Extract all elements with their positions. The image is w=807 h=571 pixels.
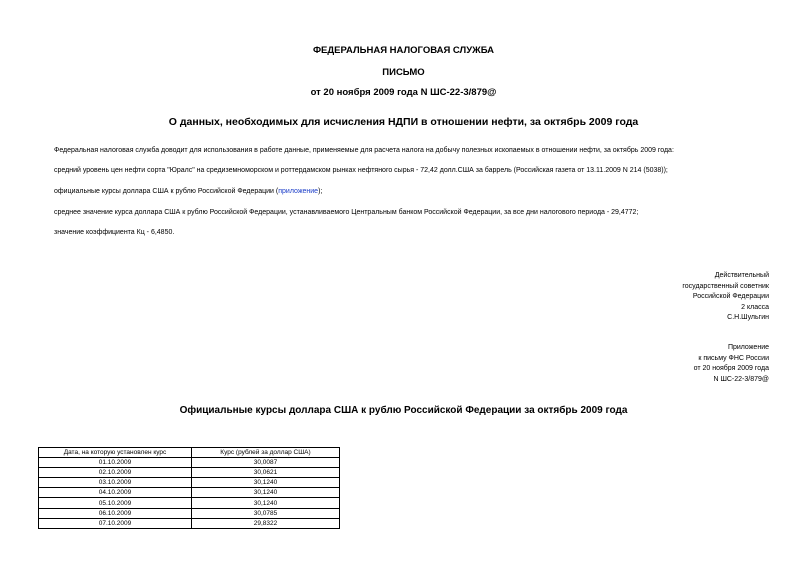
document-subject: О данных, необходимых для исчисления НДПИ в отношении нефти, за октябрь 2009 года [168, 116, 639, 128]
paragraph-text: ); [318, 188, 323, 195]
date-cell: 02.10.2009 [39, 468, 192, 478]
signature-block [682, 271, 769, 324]
signature-line: Российской Федерации [692, 293, 769, 301]
rate-cell: 30,0621 [192, 468, 340, 478]
table-row [39, 508, 340, 518]
document-type: ПИСЬМО [382, 67, 425, 78]
signature-line: 2 класса [741, 303, 769, 311]
appendix-link[interactable]: приложение [278, 188, 319, 195]
paragraph-average-rate: среднее значение курса доллара США к рублю Российской Федерации, устанавливаемого Центральным банком Российской Федерации, за все дни налогового периода - 29,4772; [54, 209, 639, 216]
appendix-line: от 20 ноября 2009 года [693, 365, 769, 373]
signature-name: С.Н.Шульгин [727, 314, 769, 322]
appendix-line: N ШС-22-3/879@ [713, 375, 769, 383]
rate-cell: 30,1240 [192, 488, 340, 498]
rate-cell: 30,0785 [192, 508, 340, 518]
table-row [39, 458, 340, 468]
rates-table [38, 447, 340, 529]
date-cell: 01.10.2009 [39, 458, 192, 468]
paragraph-exchange-rates [54, 188, 322, 195]
table-row [39, 478, 340, 488]
table-row [39, 488, 340, 498]
date-cell: 07.10.2009 [39, 518, 192, 528]
agency-heading: ФЕДЕРАЛЬНАЯ НАЛОГОВАЯ СЛУЖБА [312, 45, 495, 56]
rates-table-title: Официальные курсы доллара США к рублю Российской Федерации за октябрь 2009 года [179, 405, 628, 416]
signature-line: государственный советник [682, 282, 769, 290]
date-cell: 04.10.2009 [39, 488, 192, 498]
date-cell: 06.10.2009 [39, 508, 192, 518]
table-row [39, 468, 340, 478]
rate-cell: 29,8322 [192, 518, 340, 528]
document-reference: от 20 ноября 2009 года N ШС-22-3/879@ [310, 87, 497, 98]
table-header-row [39, 448, 340, 458]
paragraph-text: официальные курсы доллара США к рублю Российской Федерации ( [54, 188, 279, 195]
paragraph-urals-price: средний уровень цен нефти сорта "Юралс" на средиземноморском и роттердамском рынках нефтяного сырья - 72,42 долл.США за баррель (Российская газета от 13.11.2009 N 214 (5038)); [54, 167, 668, 174]
date-cell: 03.10.2009 [39, 478, 192, 488]
date-cell: 05.10.2009 [39, 498, 192, 508]
table-row [39, 518, 340, 528]
table-row [39, 498, 340, 508]
paragraph-coefficient: значение коэффициента Кц - 6,4850. [54, 229, 175, 236]
appendix-note [694, 343, 769, 385]
column-header-rate: Курс (рублей за доллар США) [192, 448, 340, 458]
rate-cell: 30,0087 [192, 458, 340, 468]
appendix-line: Приложение [727, 344, 769, 351]
appendix-line: к письму ФНС России [698, 354, 769, 362]
rate-cell: 30,1240 [192, 478, 340, 488]
column-header-date: Дата, на которую установлен курс [39, 448, 192, 458]
paragraph-intro: Федеральная налоговая служба доводит для использования в работе данные, применяемые для расчета налога на добычу полезных ископаемых в отношении нефти, за октябрь 2009 года: [54, 147, 674, 154]
rate-cell: 30,1240 [192, 498, 340, 508]
signature-line: Действительный [714, 272, 769, 279]
